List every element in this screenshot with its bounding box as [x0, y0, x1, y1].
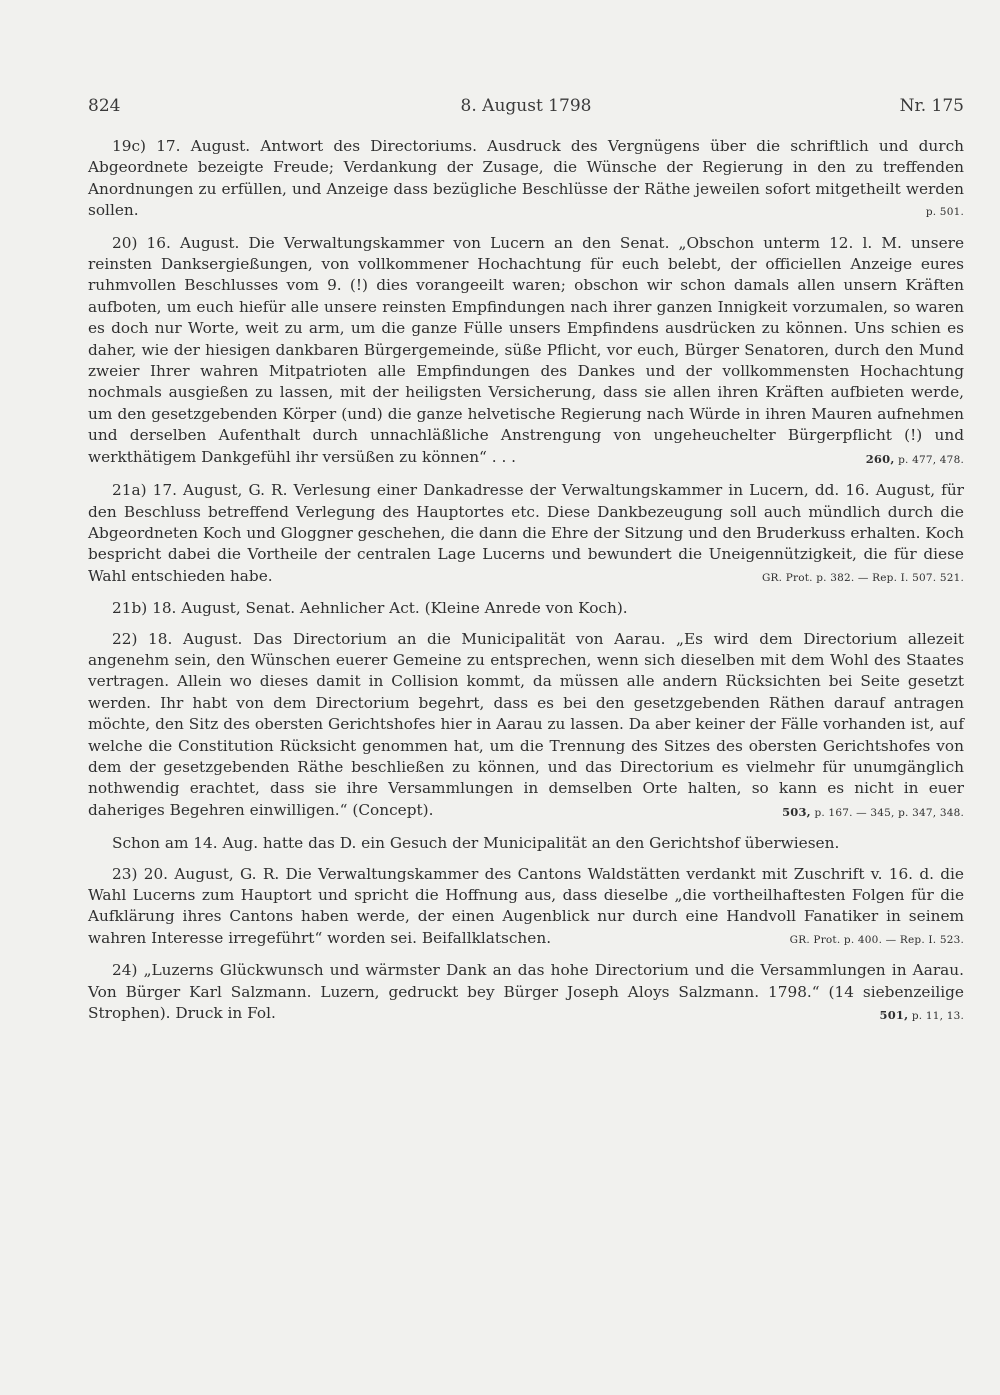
page-header: [88, 96, 964, 120]
entry-22-note: [88, 833, 964, 854]
entry-20: [88, 233, 964, 471]
document-body: [88, 136, 964, 1036]
entry-23: [88, 864, 964, 952]
entry-19c: [88, 136, 964, 224]
entry-24: [88, 960, 964, 1027]
source-reference: 501, p. 11, 13.: [879, 1008, 964, 1023]
entry-text: 21a) 17. August, G. R. Verlesung einer Dankadresse der Verwaltungskammer in Lucern, dd. 16. August, für den Beschluss betreffend Verlegung des Hauptortes etc. Diese Dankbezeugung soll auch mündlich durch die Abgeordneten Koch und Gloggner geschehen, die dann die Ehre der Sitzung und den Bruderkuss erhalten. Koch bespricht dabei die Vortheile der centralen Lage Lucerns und bewundert die Uneigennützigkeit, die für diese Wahl entschieden habe.: [88, 481, 965, 585]
running-date: 8. August 1798: [460, 96, 592, 116]
source-reference: p. 501.: [925, 206, 964, 219]
entry-text: 22) 18. August. Das Directorium an die Municipalität von Aarau. „Es wird dem Directorium allezeit angenehm sein, den Wünschen euerer Gemeine zu entsprechen, wenn sich dieselben mit dem Wohl des Staates vertragen. Allein wo dieses damit in Collision kommt, da müssen alle andern Rücksichten bei Seite gesetzt werden. Ihr habt von dem Directorium begehrt, dass es bei den gesetzgebenden Räthen darauf antragen möchte, den Sitz des obersten Gerichtshofes hier in Aarau zu lassen. Da aber keiner der Fälle vorhanden ist, auf welche die Constitution Rücksicht genommen hat, um die Trennung des Sitzes des obersten Gerichtshofes von dem der gesetzgebenden Räthe beschließen zu können, und das Directorium es vielmehr für unumgänglich nothwendig erachtet, dass sie ihre Versammlungen in demselben Orte halten, so kann es nicht in euer daheriges Begehren einwilligen.“ (Concept).: [88, 629, 964, 819]
entry-21a: [88, 480, 964, 589]
entry-text: 19c) 17. August. Antwort des Directoriums. Ausdruck des Vergnügens über die schriftlich und durch Abgeordnete bezeigte Freude; Verdankung der Zusage, die Wünsche der Regierung in den zu treffenden Anordnungen zu erfüllen, und Anzeige dass bezügliche Beschlüsse der Räthe jeweilen sofort mitgetheilt werden sollen.: [88, 137, 964, 220]
entry-text: 21b) 18. August, Senat. Aehnlicher Act. (Kleine Anrede von Koch).: [112, 599, 628, 618]
source-reference: GR. Prot. p. 400. — Rep. I. 523.: [789, 933, 964, 946]
document-number: Nr. 175: [899, 96, 964, 116]
source-reference: 260, p. 477, 478.: [865, 451, 964, 466]
page-number: 824: [88, 96, 121, 116]
entry-text: 23) 20. August, G. R. Die Verwaltungskammer des Cantons Waldstätten verdankt mit Zuschrift v. 16. d. die Wahl Lucerns zum Hauptort und spricht die Hoffnung aus, dass dieselbe „die vortheilhaftesten Folgen für die Aufklärung ihres Cantons haben werde, der einen Augenblick nur durch eine Handvoll Fanatiker in seinem wahren Interesse irregeführt“ worden sei. Beifallklatschen.: [88, 864, 964, 947]
entry-text: 20) 16. August. Die Verwaltungskammer von Lucern an den Senat. „Obschon unterm 12. l. M. unsere reinsten Danksergießungen, von vollkommener Hochachtung für euch belebt, der officiellen Anzeige eures ruhmvollen Beschlusses vom 9. (!) dies vorangeeilt waren; obschon wir schon damals allen unsern Kräften aufboten, um euch hiefür alle unsere reinsten Empfindungen nach ihrer ganzen Innigkeit vorzumalen, so waren es doch nur Worte, weit zu arm, um die ganze Fülle unsers Empfindens ausdrücken zu können. Uns schien es daher, wie der hiesigen dankbaren Bürgergemeinde, süße Pflicht, vor euch, Bürger Senatoren, durch den Mund zweier Ihrer wahren Mitpatrioten alle Empfindungen des Dankes und der vollkommensten Hochachtung nochmals ausgießen zu lassen, mit der heiligsten Versicherung, dass sie allen ihren Kräften aufbieten werde, um den gesetzgebenden Körper (und) die ganze helvetische Regierung nach Würde in ihren Mauren aufnehmen und derselben Aufenthalt durch unnachläßliche Anstrengung von ungeheuchelter Bürgerpflicht (!) und werkthätigem Dankgefühl ihr versüßen zu können“ . . .: [88, 233, 964, 466]
source-reference: 503, p. 167. — 345, p. 347, 348.: [782, 804, 964, 819]
entry-text: Schon am 14. Aug. hatte das D. ein Gesuch der Municipalität an den Gerichtshof überwiesen.: [112, 834, 840, 853]
source-reference: GR. Prot. p. 382. — Rep. I. 507. 521.: [761, 571, 964, 584]
entry-21b: [88, 598, 964, 619]
entry-text: 24) „Luzerns Glückwunsch und wärmster Dank an das hohe Directorium und die Versammlungen in Aarau. Von Bürger Karl Salzmann. Luzern, gedruckt bey Bürger Joseph Aloys Salzmann. 1798.“ (14 siebenzeilige Strophen). Druck in Fol.: [88, 961, 964, 1023]
entry-22: [88, 629, 964, 825]
